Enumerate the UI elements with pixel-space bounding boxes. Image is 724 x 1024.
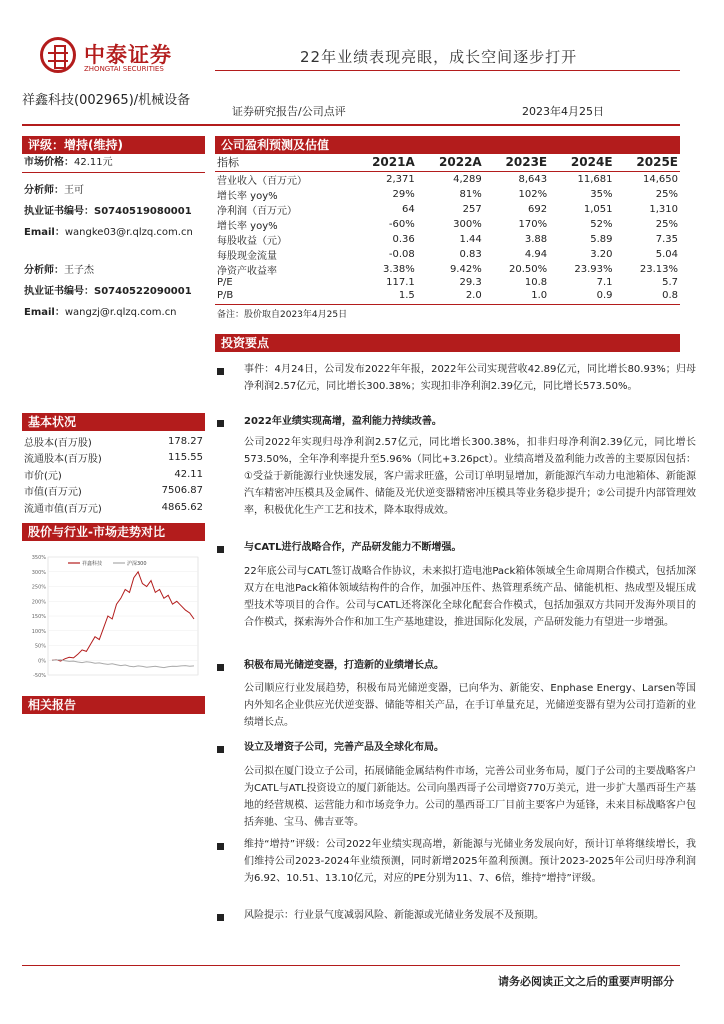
key-points-title: 投资要点 — [215, 334, 680, 352]
cell-value: 10.8 — [524, 277, 548, 289]
cell-value: 52% — [590, 218, 613, 230]
cell-value: 7.35 — [655, 233, 678, 245]
cell-value: 0.83 — [459, 248, 482, 260]
y-tick-label: 100% — [31, 628, 46, 635]
cell-value: 300% — [453, 218, 482, 230]
cell-value: 35% — [590, 188, 613, 200]
cell-value: 29% — [392, 188, 415, 200]
column-header: 2024E — [570, 155, 613, 170]
analyst-email[interactable]: wangzj@r.qlzq.com.cn — [64, 307, 177, 318]
table-row — [22, 499, 205, 516]
cell-value: 81% — [459, 188, 482, 200]
table-row — [215, 202, 680, 217]
table-row — [22, 433, 205, 450]
report-type: 证券研究报告/公司点评 — [232, 105, 346, 118]
cell-value: 9.42% — [449, 263, 482, 275]
cell-value: 25% — [655, 218, 678, 230]
analyst-name-label: 分析师： — [24, 185, 64, 196]
y-tick-label: 0% — [38, 658, 46, 665]
header-divider — [22, 124, 680, 126]
footer-divider — [22, 965, 680, 966]
point-heading: 积极布局光储逆变器，打造新的业绩增长点。 — [244, 660, 444, 671]
report-title: 22年业绩表现亮眼，成长空间逐步打开 — [300, 48, 578, 66]
y-tick-label: 50% — [34, 643, 46, 650]
point-body: 公司拟在厦门设立子公司，拓展储能金属结构件市场，完善公司业务布局，厦门子公司的主要战略客户为CATL与ATL投资设立的厦门新能达。公司向墨西哥子公司增资770万美元，进一步扩大墨西哥生产基地的经营规模、运营能力和市场竞争力。公司的墨西哥工厂目前主要客户为延锋，未来目标战略客户包括奔驰、宝马、佛吉亚等。 — [244, 766, 696, 828]
y-tick-label: 300% — [31, 569, 46, 576]
email-label: Email： — [24, 307, 65, 318]
price-divider — [22, 172, 205, 173]
cell-value: 4,289 — [453, 173, 482, 185]
bullet-icon — [217, 843, 224, 850]
cell-value: 1.0 — [531, 290, 548, 302]
basic-value: 115.55 — [168, 452, 203, 464]
cell-value: 170% — [518, 218, 548, 230]
basic-label: 流通市值(百万元) — [24, 503, 102, 515]
column-header: 2022A — [439, 155, 482, 170]
price-value: 42.11元 — [74, 157, 113, 168]
cell-value: 102% — [518, 188, 548, 200]
analyst-name: 王子杰 — [64, 265, 94, 276]
cell-value: 2,371 — [386, 173, 415, 185]
cell-value: 25% — [655, 188, 678, 200]
table-row — [215, 247, 680, 262]
y-tick-label: 200% — [31, 599, 46, 606]
cell-value: 3.20 — [590, 248, 613, 260]
table-row — [22, 483, 205, 500]
cell-value: 117.1 — [386, 277, 415, 289]
cell-value: 23.13% — [639, 263, 678, 275]
basic-info-table — [22, 433, 205, 516]
logo-text: 中泰证券 — [84, 43, 172, 67]
analyst-2 — [24, 260, 209, 323]
analyst-email[interactable]: wangke03@r.qlzq.com.cn — [64, 227, 193, 238]
point-risk: 风险提示：行业景气度减弱风险、新能源或光储业务发展不及预期。 — [244, 910, 544, 921]
cell-value: 3.88 — [524, 233, 548, 245]
row-label: 增长率 yoy% — [217, 220, 278, 232]
related-reports-title: 相关报告 — [22, 696, 205, 714]
cell-value: 1.44 — [459, 233, 482, 245]
footer-disclaimer: 请务必阅读正文之后的重要声明部分 — [498, 975, 674, 988]
analyst-1 — [24, 180, 209, 243]
analyst-name: 王可 — [64, 185, 84, 196]
forecast-table-title: 公司盈利预测及估值 — [215, 136, 680, 154]
cell-value: 5.04 — [655, 248, 678, 260]
y-tick-label: 150% — [31, 614, 46, 620]
title-underline — [215, 70, 680, 71]
row-label: P/E — [217, 277, 233, 289]
table-row — [22, 450, 205, 467]
y-tick-label: -50% — [33, 673, 46, 679]
bullet-icon — [217, 368, 224, 375]
cert-label: 执业证书编号： — [24, 206, 94, 217]
cell-value: 64 — [402, 203, 415, 215]
cell-value: 1,051 — [583, 203, 613, 215]
table-row — [215, 277, 680, 290]
table-note: 备注：股价取自2023年4月25日 — [215, 304, 680, 322]
y-tick-label: 350% — [31, 555, 46, 561]
basic-value: 4865.62 — [161, 501, 203, 513]
forecast-table — [215, 154, 680, 302]
basic-label: 市价(元) — [24, 470, 62, 482]
cell-value: 1,310 — [649, 203, 678, 215]
logo-emblem-icon — [40, 37, 76, 73]
cell-value: 0.8 — [662, 290, 678, 302]
table-row — [215, 262, 680, 277]
point-heading: 设立及增资子公司，完善产品及全球化布局。 — [244, 742, 444, 753]
basic-value: 178.27 — [168, 435, 203, 447]
basic-info-title: 基本状况 — [22, 413, 205, 431]
cell-value: 5.7 — [662, 277, 678, 289]
company-logo — [40, 37, 190, 77]
cert-number: S0740519080001 — [94, 206, 192, 217]
cell-value: 11,681 — [577, 173, 613, 185]
table-header-row — [215, 154, 680, 171]
table-row — [215, 171, 680, 187]
cell-value: 29.3 — [459, 277, 482, 289]
cell-value: 3.38% — [382, 263, 415, 275]
price-trend-chart — [22, 545, 205, 685]
column-header: 指标 — [217, 156, 239, 170]
point-body: 公司顺应行业发展趋势，积极布局光储逆变器，已向华为、新能安、Enphase Energy、Larsen等国内外知名企业供应光伏逆变器、储能等相关产品，在手订单量充足，光储逆变器有望为公司打造新的业绩增长点。 — [244, 683, 696, 728]
table-row — [215, 187, 680, 202]
row-label: 增长率 yoy% — [217, 190, 278, 202]
table-row — [22, 466, 205, 483]
bullet-icon — [217, 420, 224, 427]
cell-value: 23.93% — [574, 263, 613, 275]
rating-bar: 评级：增持(维持) — [22, 136, 205, 154]
cert-number: S0740522090001 — [94, 286, 192, 297]
cert-label: 执业证书编号： — [24, 286, 94, 297]
cell-value: 5.89 — [590, 233, 613, 245]
company-name: 祥鑫科技(002965)/机械设备 — [22, 93, 191, 108]
cell-value: 257 — [462, 203, 482, 215]
cell-value: 14,650 — [643, 173, 678, 185]
cell-value: -60% — [388, 218, 415, 230]
point-rating: 维持“增持”评级：公司2022年业绩实现高增，新能源与光储业务发展向好，预计订单将继续增长，我们维持公司2023-2024年业绩预测，同时新增2025年盈利预测。预计2023-2025年公司归母净利润为6.92、10.51、13.10亿元，对应的PE分别为11、7、6倍，维持“增持”评级。 — [244, 839, 696, 884]
basic-value: 7506.87 — [161, 485, 203, 497]
column-header: 2023E — [505, 155, 548, 170]
cell-value: 692 — [528, 203, 548, 215]
column-header: 2021A — [372, 155, 415, 170]
cell-value: 0.9 — [596, 290, 613, 302]
bullet-icon — [217, 914, 224, 921]
basic-label: 市值(百万元) — [24, 487, 82, 499]
cell-value: 7.1 — [596, 277, 613, 289]
analyst-name-label: 分析师： — [24, 265, 64, 276]
table-row — [215, 217, 680, 232]
point-heading: 与CATL进行战略合作，产品研发能力不断增强。 — [244, 542, 462, 553]
point-heading: 2022年业绩实现高增，盈利能力持续改善。 — [244, 416, 442, 427]
row-label: 每股收益（元） — [217, 235, 287, 247]
table-row — [215, 232, 680, 247]
bullet-icon — [217, 746, 224, 753]
price-label: 市场价格： — [24, 157, 74, 168]
basic-label: 流通股本(百万股) — [24, 454, 102, 466]
point-body: 22年底公司与CATL签订战略合作协议，未来拟打造电池Pack箱体领域全生命周期合作模式，包括加深双方在电池Pack箱体领域结构件的合作，加强冲压件、热管理系统产品、储能机柜、热成型及辊压成型技术等项目的合作。公司与CATL还将深化全球化配套合作模式，包括加强双方共同开发海外项目的合作模式，探索海外合作和加工生产基地建设，推进国际化发展，产品研发能力有望进一步增强。 — [244, 566, 696, 628]
email-label: Email： — [24, 227, 65, 238]
cell-value: 0.36 — [392, 233, 415, 245]
row-label: 净资产收益率 — [217, 265, 277, 277]
cell-value: 4.94 — [524, 248, 548, 260]
logo-subtext: ZHONGTAI SECURITIES — [84, 65, 164, 73]
market-price — [24, 155, 113, 170]
cell-value: 2.0 — [465, 290, 482, 302]
series-line-stock — [52, 572, 194, 661]
point-body: 公司2022年实现归母净利润2.57亿元，同比增长300.38%，扣非归母净利润2.39亿元，同比增长573.50%，全年净利率提升至5.96%（同比+3.26pct）。业绩高增及盈利能力改善的主要原因包括：①受益于新能源行业快速发展，客户需求旺盛，公司订单明显增加，新能源汽车动力电池箱体、新能源汽车精密冲压模具及金属件、储能及光伏逆变器精密冲压模具等业务稳步提升；②公司提升内部管理效率，积极优化生产工艺和技术，降本取得成效。 — [244, 437, 696, 516]
basic-value: 42.11 — [174, 468, 203, 480]
bullet-icon — [217, 664, 224, 671]
row-label: 营业收入（百万元） — [217, 175, 307, 187]
legend-label: 沪深300 — [127, 561, 147, 567]
bullet-icon — [217, 546, 224, 553]
cell-value: 1.5 — [398, 290, 415, 302]
cell-value: 20.50% — [508, 263, 548, 275]
report-date: 2023年4月25日 — [522, 105, 604, 118]
chart-section-title: 股价与行业-市场走势对比 — [22, 523, 205, 541]
row-label: 每股现金流量 — [217, 250, 277, 262]
table-row — [215, 289, 680, 302]
row-label: P/B — [217, 290, 234, 302]
point-event: 事件：4月24日，公司发布2022年年报，2022年公司实现营收42.89亿元，同比增长80.93%；归母净利润2.57亿元，同比增长300.38%；实现扣非净利润2.39亿元，同比增长573.50%。 — [244, 364, 696, 392]
legend-label: 祥鑫科技 — [82, 561, 103, 567]
cell-value: -0.08 — [388, 248, 415, 260]
row-label: 净利润（百万元） — [217, 205, 297, 217]
series-line-index — [52, 660, 194, 668]
basic-label: 总股本(百万股) — [24, 437, 92, 449]
y-tick-label: 250% — [31, 584, 46, 591]
cell-value: 8,643 — [518, 173, 548, 185]
column-header: 2025E — [636, 155, 678, 170]
